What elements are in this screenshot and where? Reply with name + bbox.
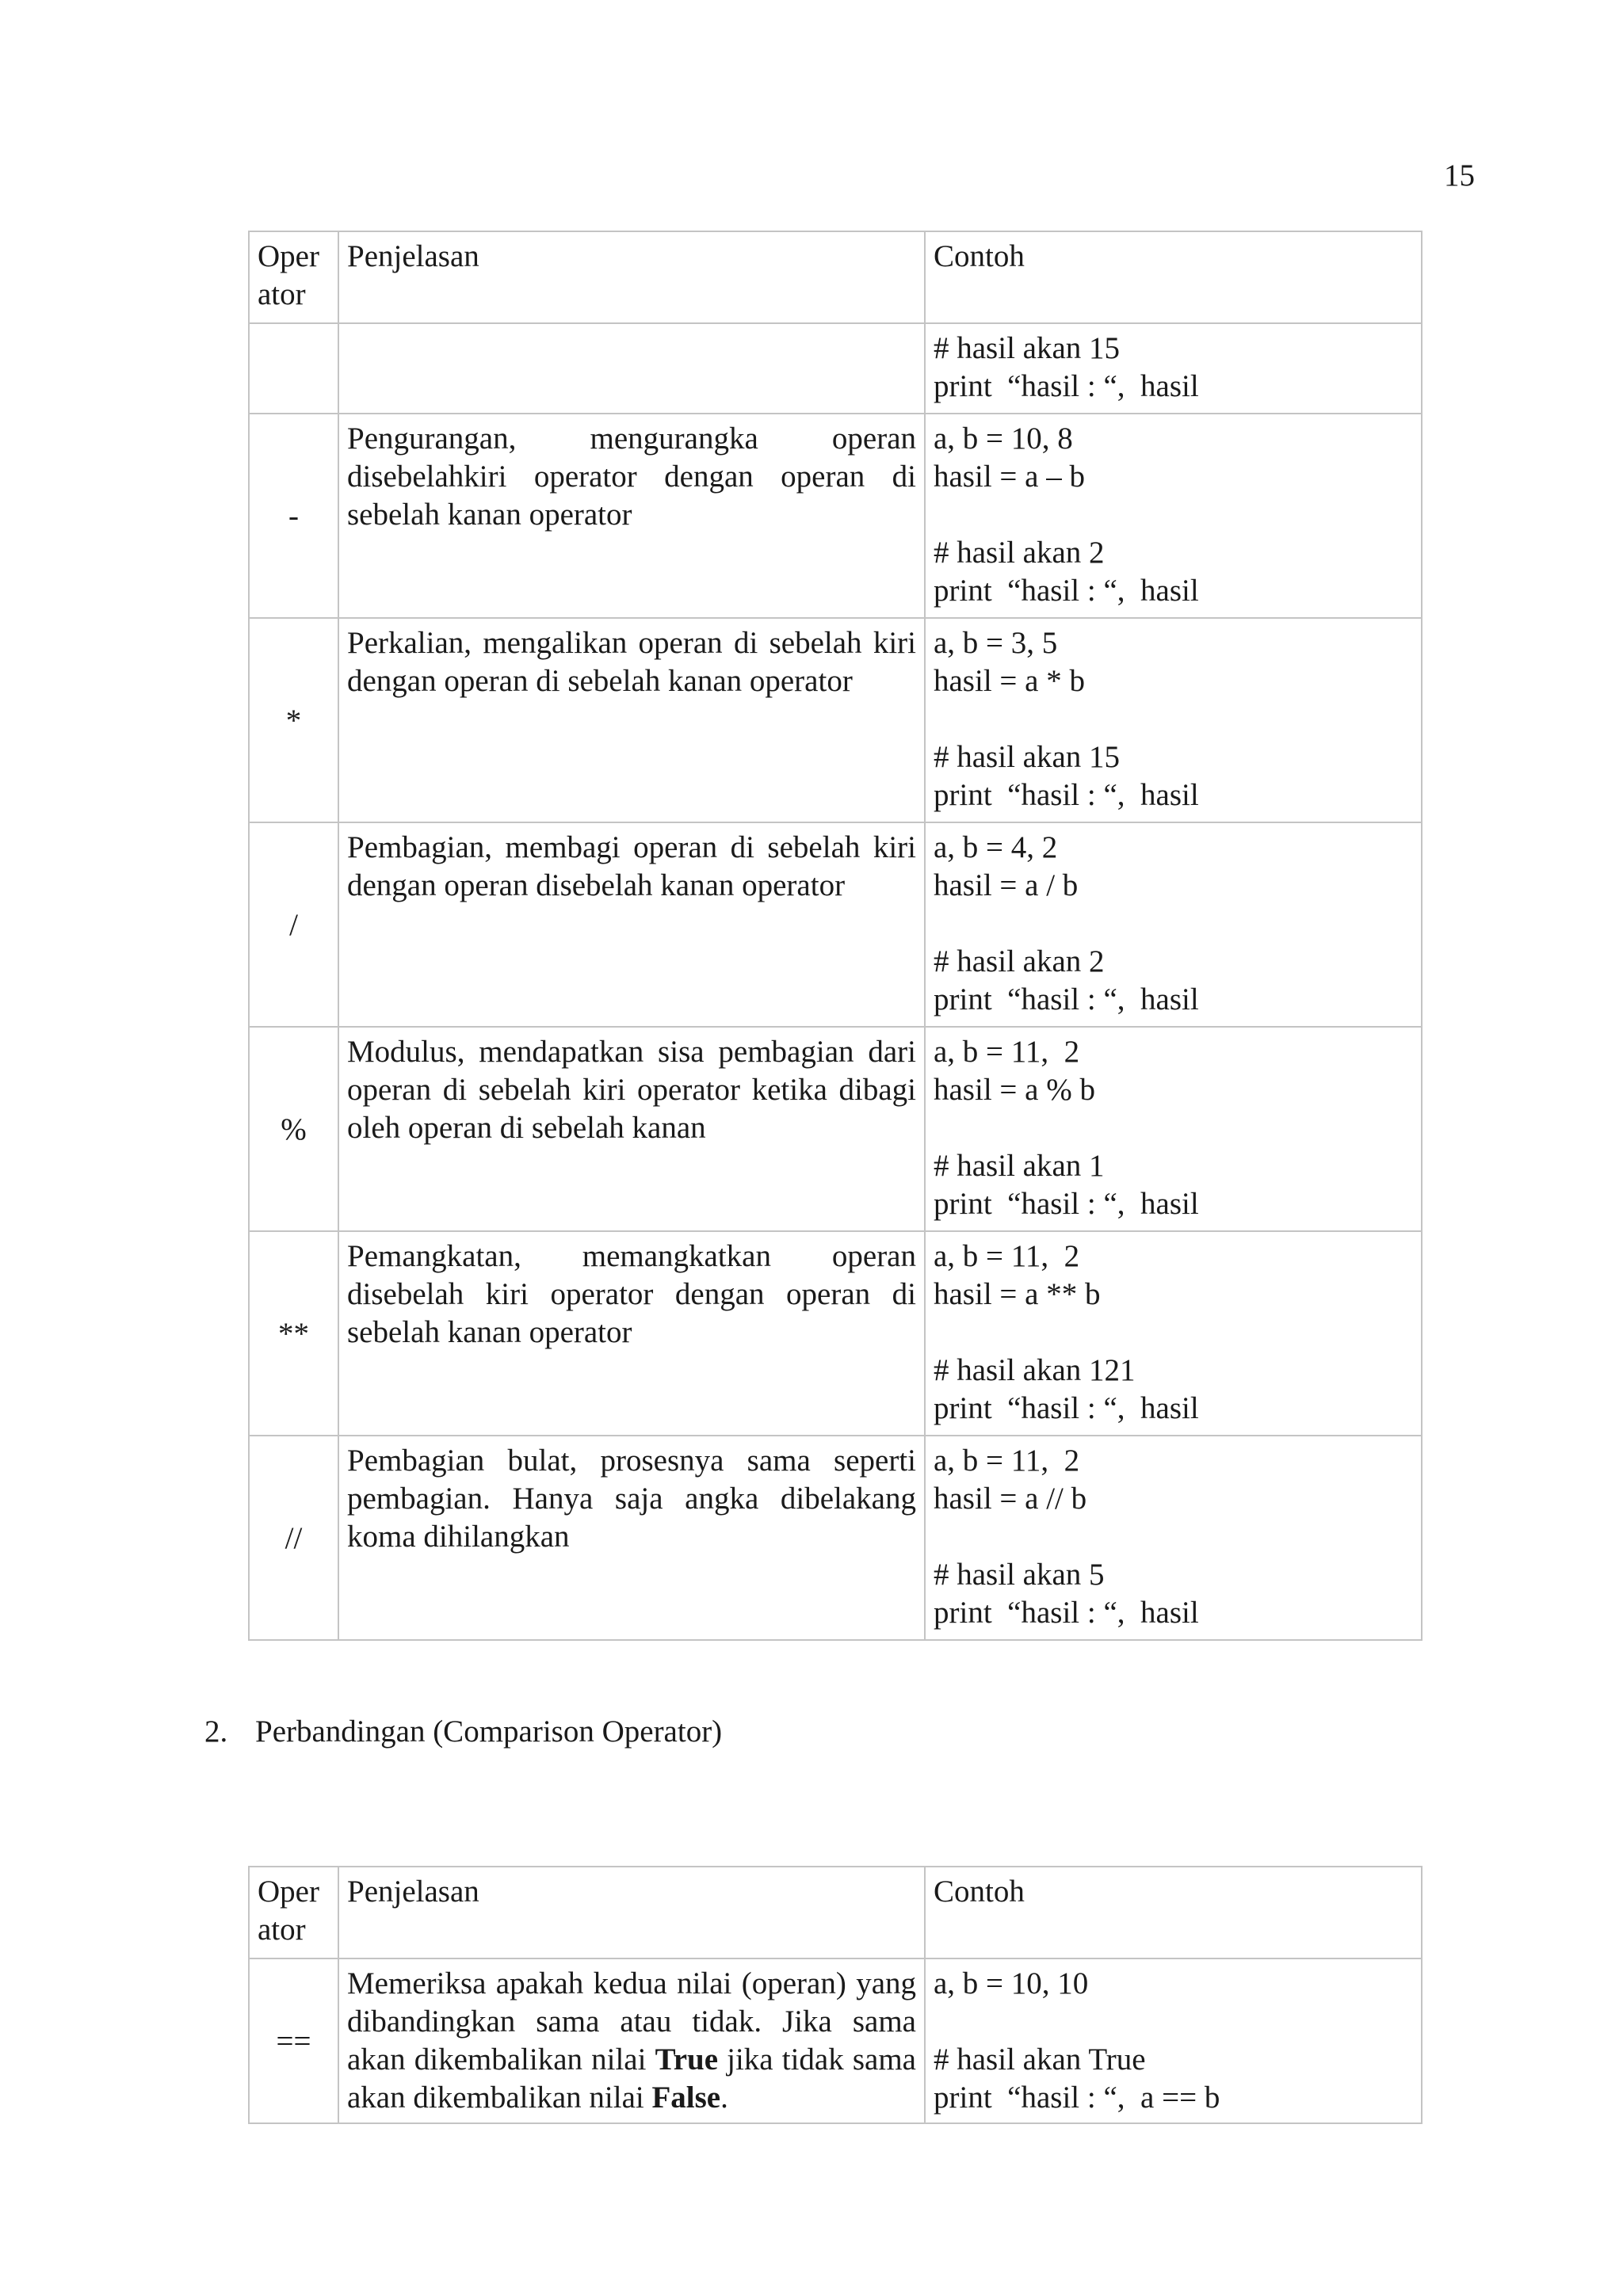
operator-cell: - xyxy=(249,414,338,618)
true-keyword: True xyxy=(655,2042,719,2077)
example-line: print “hasil : “, hasil xyxy=(934,369,1199,403)
header-example: Contoh xyxy=(925,1867,1422,1958)
operator-cell: / xyxy=(249,822,338,1027)
code-line: hasil = a ** b xyxy=(934,1277,1101,1311)
header-explanation: Penjelasan xyxy=(338,231,925,323)
header-explanation: Penjelasan xyxy=(338,1867,925,1958)
header-operator: Operator xyxy=(249,1867,338,1958)
example-cell xyxy=(925,1958,1422,2123)
comparison-operator-table xyxy=(248,1866,1423,2124)
result-line: print “hasil : “, hasil xyxy=(934,574,1199,608)
explanation-cell xyxy=(338,323,925,414)
code-line: hasil = a – b xyxy=(934,460,1085,494)
example-cell xyxy=(925,1231,1422,1436)
example-cell xyxy=(925,618,1422,822)
explanation-cell: Modulus, mendapatkan sisa pembagian dari operan di sebelah kiri operator ketika dibagi oleh operan di sebelah kanan xyxy=(338,1027,925,1231)
table-row-modulus xyxy=(249,1027,1422,1231)
result-line: # hasil akan 1 xyxy=(934,1149,1105,1183)
explanation-text: . xyxy=(720,2081,728,2115)
section-number: 2. xyxy=(204,1714,228,1749)
false-keyword: False xyxy=(651,2081,721,2115)
table-row-multiplication xyxy=(249,618,1422,822)
result-line: print “hasil : “, hasil xyxy=(934,1391,1199,1425)
example-cell xyxy=(925,323,1422,414)
result-line: # hasil akan 2 xyxy=(934,536,1105,570)
code-line: hasil = a // b xyxy=(934,1482,1087,1516)
code-line: a, b = 11, 2 xyxy=(934,1035,1080,1069)
header-example: Contoh xyxy=(925,231,1422,323)
table-row-division xyxy=(249,822,1422,1027)
explanation-text: jika tidak sama akan dikembalikan nilai xyxy=(347,2042,916,2115)
explanation-text: Memeriksa apakah kedua nilai (operan) yang dibandingkan sama atau tidak. Jika sama akan dikembalikan nilai xyxy=(347,1966,916,2077)
table-header-row xyxy=(249,231,1422,323)
table-row-floor-division xyxy=(249,1436,1422,1640)
example-cell xyxy=(925,1027,1422,1231)
operator-cell xyxy=(249,323,338,414)
operator-cell: // xyxy=(249,1436,338,1640)
result-line: print “hasil : “, a == b xyxy=(934,2081,1220,2115)
explanation-cell: Pemangkatan, memangkatkan operan disebelah kiri operator dengan operan di sebelah kanan operator xyxy=(338,1231,925,1436)
table-row-subtraction xyxy=(249,414,1422,618)
example-cell xyxy=(925,1436,1422,1640)
operator-cell: % xyxy=(249,1027,338,1231)
code-line: a, b = 3, 5 xyxy=(934,626,1058,660)
result-line: print “hasil : “, hasil xyxy=(934,778,1199,812)
operator-cell: * xyxy=(249,618,338,822)
result-line: # hasil akan 5 xyxy=(934,1558,1105,1592)
header-operator: Operator xyxy=(249,231,338,323)
code-line: a, b = 4, 2 xyxy=(934,830,1058,864)
page-number: 15 xyxy=(1444,158,1475,193)
table-row-equality xyxy=(249,1958,1422,2123)
result-line: print “hasil : “, hasil xyxy=(934,1187,1199,1221)
table-row-continuation xyxy=(249,323,1422,414)
operator-cell: ** xyxy=(249,1231,338,1436)
code-line: hasil = a % b xyxy=(934,1073,1095,1107)
table-header-row xyxy=(249,1867,1422,1958)
code-line: hasil = a / b xyxy=(934,868,1079,902)
example-cell xyxy=(925,822,1422,1027)
explanation-cell xyxy=(338,1958,925,2123)
result-line: # hasil akan True xyxy=(934,2042,1146,2077)
explanation-cell: Pembagian bulat, prosesnya sama seperti pembagian. Hanya saja angka dibelakang koma dihilangkan xyxy=(338,1436,925,1640)
result-line: print “hasil : “, hasil xyxy=(934,982,1199,1016)
section-heading xyxy=(204,1713,722,1751)
result-line: # hasil akan 121 xyxy=(934,1353,1136,1387)
result-line: # hasil akan 2 xyxy=(934,944,1105,978)
operator-cell: == xyxy=(249,1958,338,2123)
code-line: a, b = 11, 2 xyxy=(934,1444,1080,1478)
section-title: Perbandingan (Comparison Operator) xyxy=(255,1714,723,1749)
explanation-cell: Pengurangan, mengurangka operan disebelahkiri operator dengan operan di sebelah kanan operator xyxy=(338,414,925,618)
result-line: # hasil akan 15 xyxy=(934,740,1121,774)
result-line: print “hasil : “, hasil xyxy=(934,1596,1199,1630)
code-line: a, b = 10, 8 xyxy=(934,421,1073,456)
table-row-exponent xyxy=(249,1231,1422,1436)
explanation-cell: Perkalian, mengalikan operan di sebelah kiri dengan operan di sebelah kanan operator xyxy=(338,618,925,822)
explanation-cell: Pembagian, membagi operan di sebelah kiri dengan operan disebelah kanan operator xyxy=(338,822,925,1027)
example-cell xyxy=(925,414,1422,618)
code-line: a, b = 11, 2 xyxy=(934,1239,1080,1273)
code-line: hasil = a * b xyxy=(934,664,1085,698)
example-line: # hasil akan 15 xyxy=(934,331,1121,365)
arithmetic-operator-table xyxy=(248,231,1423,1641)
code-line: a, b = 10, 10 xyxy=(934,1966,1089,2000)
